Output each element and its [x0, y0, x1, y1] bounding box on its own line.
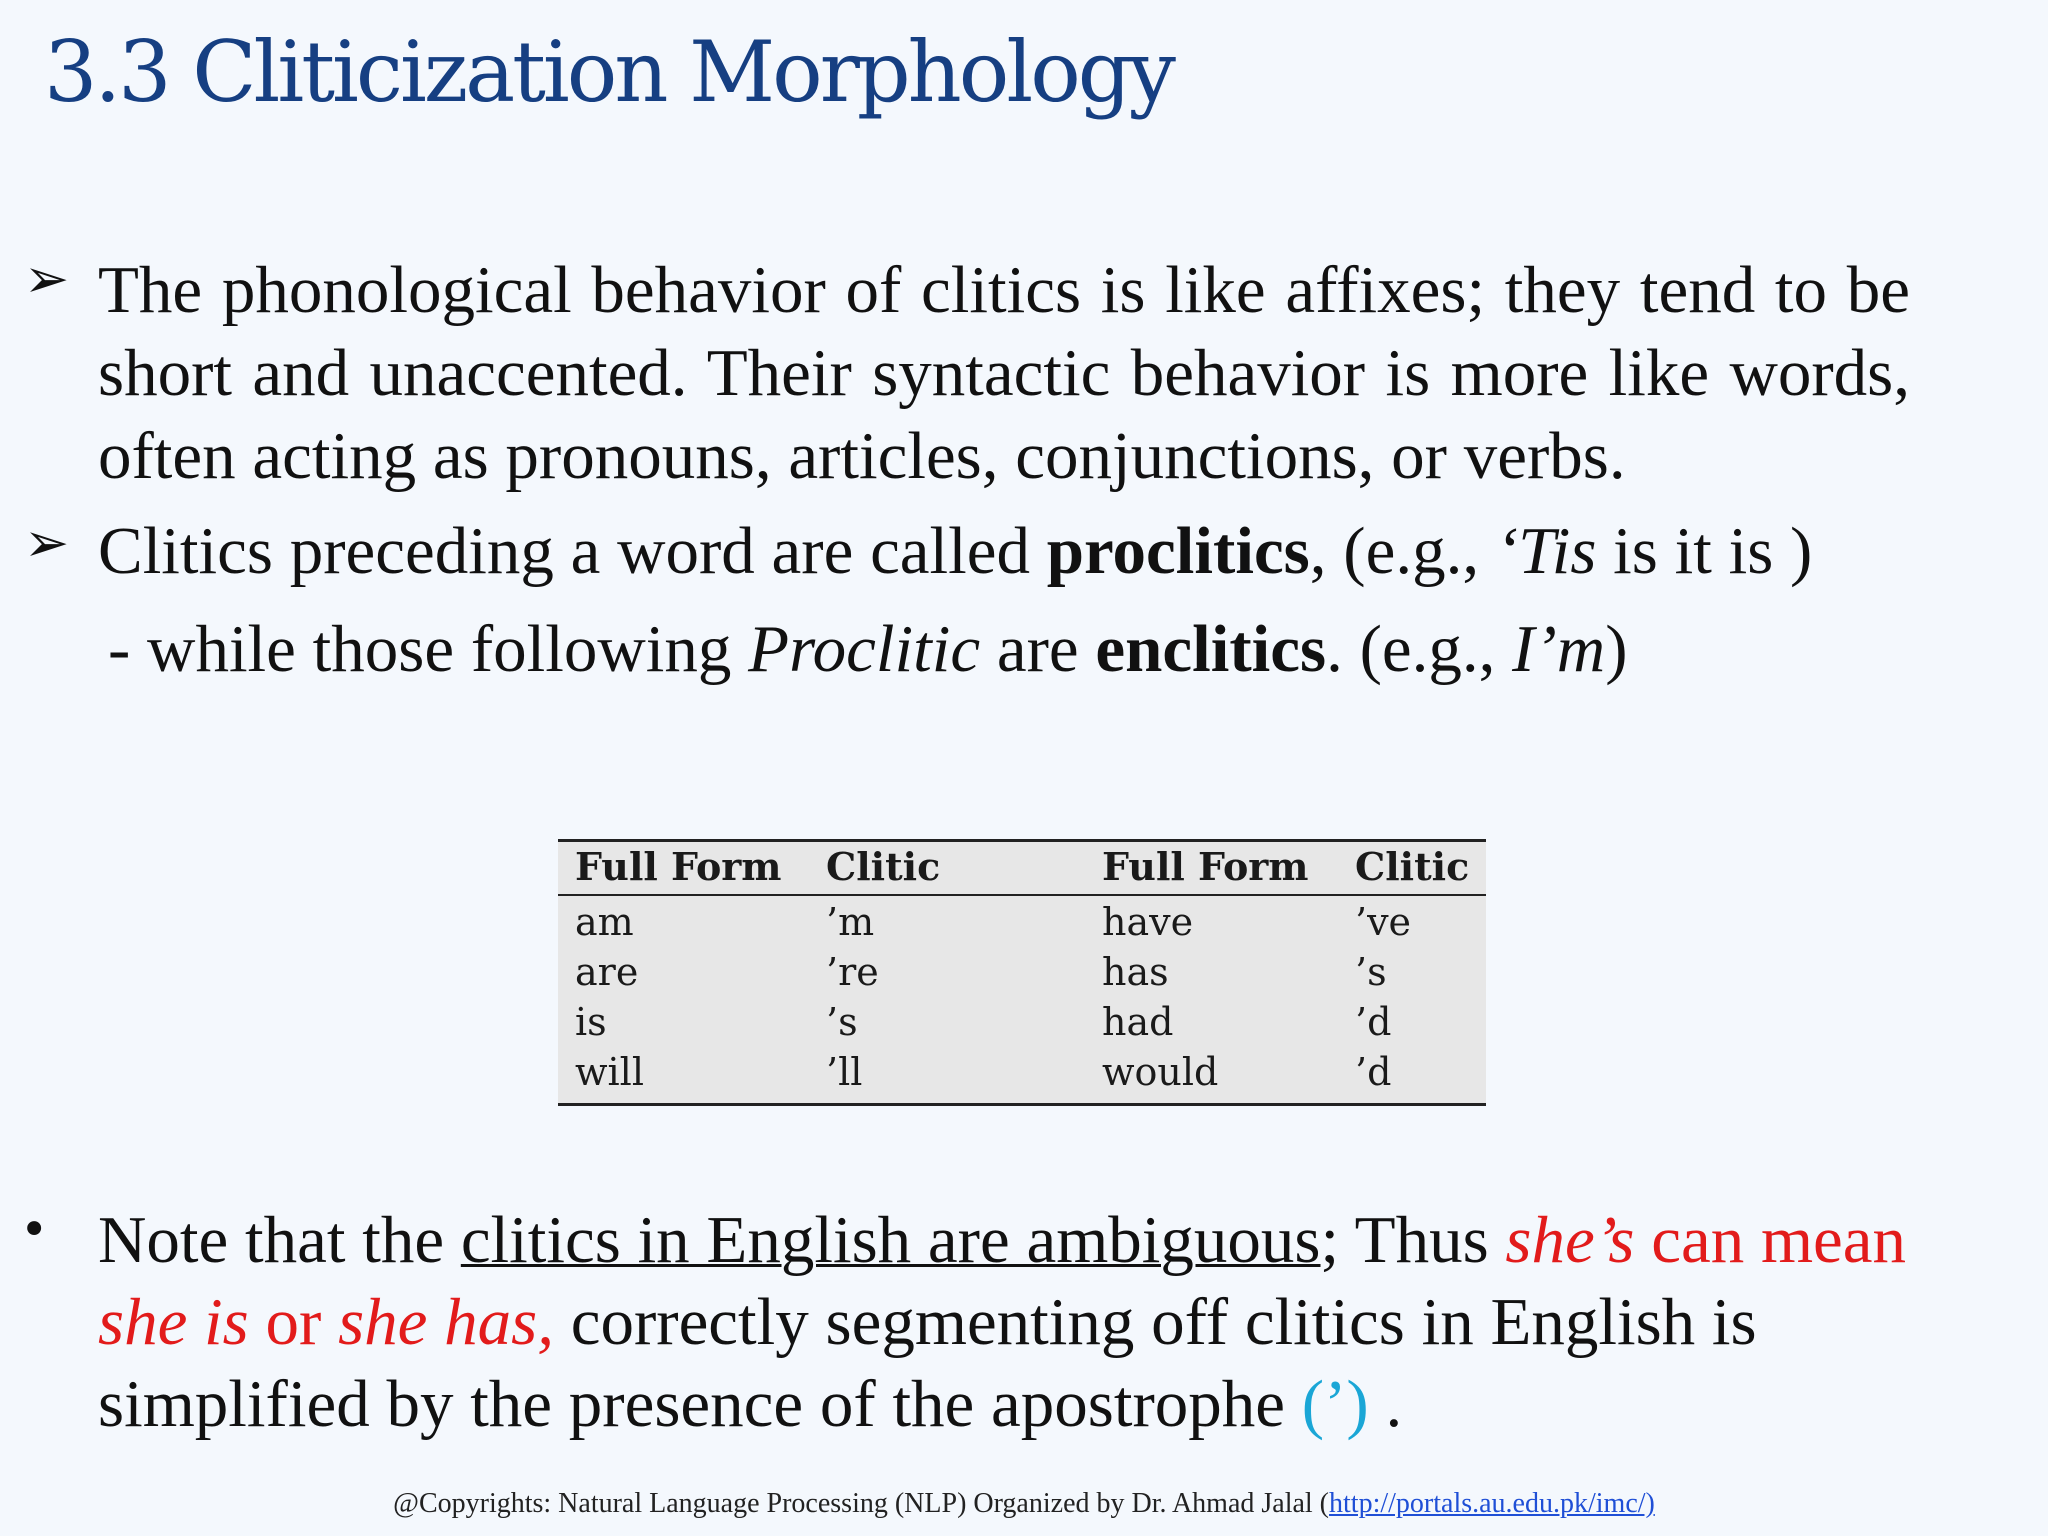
table-cell: will: [575, 1050, 644, 1094]
table-row: [558, 997, 1486, 1047]
note-red-example: she has,: [338, 1285, 554, 1359]
bullet-proclitics-suffix: is it is ): [1596, 514, 1813, 588]
note-line-2: [98, 1281, 1757, 1364]
arrow-bullet-icon: ➢: [24, 247, 70, 310]
bullet-phonological-behavior: The phonological behavior of clitics is like affixes; they tend to be short and unaccented. Their syntactic behavior is more like words, often acting as pronouns, articles, conjunctions, or verbs.: [98, 253, 1910, 493]
term-proclitics: proclitics: [1046, 514, 1310, 588]
note-line-3: [98, 1363, 1402, 1446]
footer-link[interactable]: http://portals.au.edu.pk/imc/): [1329, 1488, 1655, 1519]
enclitics-line: [108, 608, 1628, 691]
bullet-proclitics: [98, 510, 1812, 593]
clitic-table: [558, 839, 1486, 1106]
bullet-proclitics-prefix: Clitics preceding a word are called: [98, 514, 1047, 588]
table-cell: ’s: [1355, 950, 1387, 994]
header-full-form-2: Full Form: [1102, 844, 1309, 889]
table-cell: am: [575, 900, 634, 944]
arrow-bullet-icon: ➢: [24, 511, 70, 574]
note-text: .: [1368, 1367, 1403, 1441]
bullet-proclitics-mid: , (e.g.,: [1309, 514, 1496, 588]
table-cell: ’d: [1355, 1050, 1392, 1094]
example-im: I’m: [1512, 612, 1606, 686]
table-cell: is: [575, 1000, 607, 1044]
table-cell: ’ll: [826, 1050, 863, 1094]
enclitics-mid2: . (e.g.,: [1326, 612, 1513, 686]
table-cell: are: [575, 950, 639, 994]
note-text: ; Thus: [1320, 1203, 1506, 1277]
apostrophe-symbol: (’): [1301, 1367, 1369, 1441]
table-cell: would: [1102, 1050, 1219, 1094]
table-row: [558, 897, 1486, 947]
enclitics-prefix: - while those following: [108, 612, 749, 686]
table-cell: ’s: [826, 1000, 858, 1044]
slide-title: 3.3 Cliticization Morphology: [44, 23, 1173, 121]
note-text: correctly segmenting off clitics in English is: [553, 1285, 1757, 1359]
footer-text: @Copyrights: Natural Language Processing (NLP) Organized by Dr. Ahmad Jalal (: [393, 1488, 1330, 1519]
term-enclitics: enclitics: [1095, 612, 1327, 686]
table-row: [558, 1047, 1486, 1097]
note-underlined-text: clitics in English are ambiguous: [460, 1203, 1321, 1277]
note-red-text: can mean: [1634, 1203, 1907, 1277]
note-red-example: she’s: [1505, 1203, 1635, 1277]
table-cell: have: [1102, 900, 1194, 944]
table-cell: ’d: [1355, 1000, 1392, 1044]
header-clitic-1: Clitic: [826, 844, 941, 889]
copyright-footer: [0, 1488, 2048, 1520]
header-full-form-1: Full Form: [575, 844, 782, 889]
table-cell: ’m: [826, 900, 875, 944]
note-red-example: she is: [98, 1285, 249, 1359]
table-header: [558, 842, 1486, 896]
table-cell: had: [1102, 1000, 1174, 1044]
table-cell: ’ve: [1355, 900, 1412, 944]
note-line-1: [98, 1199, 1906, 1282]
note-text: Note that the: [98, 1203, 461, 1277]
table-row: [558, 947, 1486, 997]
table-cell: has: [1102, 950, 1169, 994]
example-tis: ‘Tis: [1495, 514, 1597, 588]
proclitic-italic-word: Proclitic: [748, 612, 981, 686]
note-red-text: or: [248, 1285, 339, 1359]
note-text: simplified by the presence of the apostrophe: [98, 1367, 1302, 1441]
header-clitic-2: Clitic: [1355, 844, 1470, 889]
enclitics-mid: are: [980, 612, 1096, 686]
round-bullet-icon: •: [20, 1202, 49, 1258]
enclitics-suffix: ): [1605, 612, 1628, 686]
table-cell: ’re: [826, 950, 879, 994]
